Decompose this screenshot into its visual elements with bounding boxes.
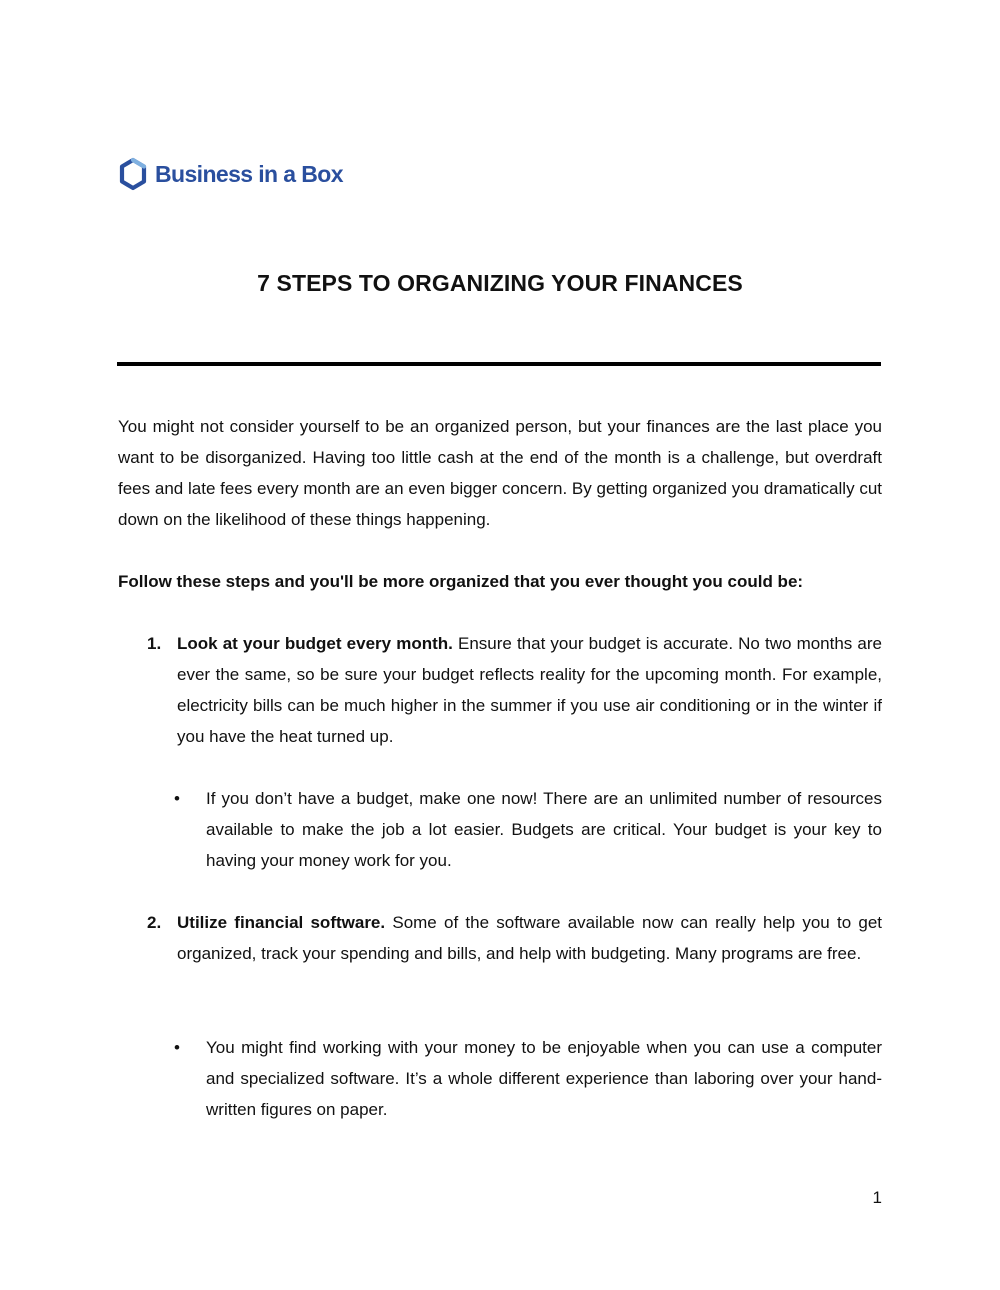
step-heading: Look at your budget every month. xyxy=(177,634,453,653)
step-number: 1. xyxy=(147,634,162,653)
step-item xyxy=(118,907,882,969)
bullet-text: If you don’t have a budget, make one now! There are an unlimited number of resources available to make the job a lot easier. Budgets are critical. Your budget is your key to having your money work for you. xyxy=(206,789,882,870)
step-text: Ensure that your budget is accurate. No two months are ever the same, so be sure your budget reflects reality for the upcoming month. For example, electricity bills can be much higher in the summer if you use air conditioning or in the winter if you have the heat turned up. xyxy=(177,634,882,746)
bullet-text: You might find working with your money to be enjoyable when you can use a computer and specialized software. It’s a whole different experience than laboring over your hand-written figures on paper. xyxy=(206,1038,882,1119)
step-body xyxy=(177,628,882,752)
step-item xyxy=(118,628,882,752)
brand-name: Business in a Box xyxy=(155,160,343,187)
bullet-dot: • xyxy=(174,1038,180,1057)
lead-paragraph: Follow these steps and you'll be more organized that you ever thought you could be: xyxy=(118,572,804,591)
bullet-item xyxy=(118,783,882,876)
title-divider xyxy=(117,362,881,366)
intro-paragraph: You might not consider yourself to be an organized person, but your finances are the last place you want to be disorganized. Having too little cash at the end of the month is a challenge, but overdraft fees and late fees every month are an even bigger concern. By getting organized you dramatically cut down on the likelihood of these things happening. xyxy=(118,417,882,529)
page-title: 7 STEPS TO ORGANIZING YOUR FINANCES xyxy=(257,270,743,296)
bullet-dot: • xyxy=(174,789,180,808)
step-number: 2. xyxy=(147,913,162,932)
bullet-item xyxy=(118,1032,882,1125)
step-body xyxy=(177,907,882,969)
brand-logo xyxy=(119,157,343,191)
step-heading: Utilize financial software. xyxy=(177,913,386,932)
step-text: Some of the software available now can really help you to get organized, track your spending and bills, and help with budgeting. Many programs are free. xyxy=(177,913,883,963)
page-number: 1 xyxy=(872,1188,882,1207)
hexagon-logo-icon xyxy=(119,157,147,191)
